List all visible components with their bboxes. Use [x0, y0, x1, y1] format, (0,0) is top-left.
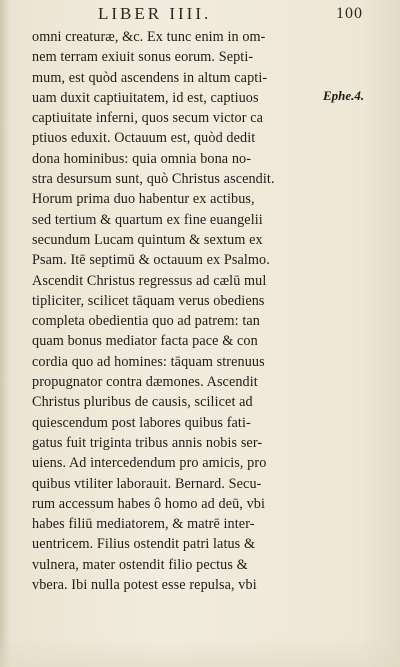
- text-line: rum accessum habes ô homo ad deū, vbi: [32, 495, 266, 512]
- text-line: vulnera, mater ostendit filio pectus &: [32, 556, 248, 573]
- text-line: secundum Lucam quintum & sextum ex: [32, 231, 263, 248]
- marginal-note: Ephe.4.: [323, 88, 365, 103]
- text-block: [32, 27, 332, 595]
- text-line: omni creaturæ, &c. Ex tunc enim in om-: [32, 29, 266, 45]
- text-line: stra desursum sunt, quò Christus ascendit.: [32, 171, 275, 188]
- text-line: nem terram exiuit sonus eorum. Septi-: [32, 49, 254, 66]
- text-line: uiens. Ad intercedendum pro amicis, pro: [32, 455, 267, 472]
- text-line: Horum prima duo habentur ex actibus,: [32, 191, 255, 208]
- text-line: tipliciter, scilicet tāquam verus obediens: [32, 292, 265, 309]
- text-line: uentricem. Filius ostendit patri latus &: [32, 536, 256, 553]
- text-line: captiuitate inferni, quos secum victor ca: [32, 110, 264, 127]
- text-line: completa obedientia quo ad patrem: tan: [32, 313, 260, 330]
- page-bottom-shading: [0, 637, 400, 667]
- text-line: Ascendit Christus regressus ad cælū mul: [32, 272, 267, 289]
- text-line: uam duxit captiuitatem, id est, captiuos: [32, 89, 259, 106]
- text-line: habes filiū mediatorem, & matrē inter-: [32, 516, 255, 533]
- text-line: ptiuos eduxit. Octauum est, quòd dedit: [32, 130, 256, 147]
- text-line: mum, est quòd ascendens in altum capti-: [32, 69, 268, 86]
- text-line: Christus pluribus de causis, scilicet ad: [32, 394, 253, 411]
- text-line: quibus vtiliter laborauit. Bernard. Secu-: [32, 475, 262, 492]
- text-line: gatus fuit triginta tribus annis nobis ser-: [32, 434, 263, 451]
- book-title: LIBER IIII.: [98, 4, 212, 23]
- text-line: quiescendum post labores quibus fati-: [32, 414, 251, 431]
- page-number: 100: [336, 5, 363, 22]
- text-line: Psam. Itē septimū & octauum ex Psalmo.: [32, 252, 270, 269]
- text-line: dona hominibus: quia omnia bona no-: [32, 150, 252, 167]
- text-line: cordia quo ad homines: tāquam strenuus: [32, 353, 265, 370]
- text-line: quam bonus mediator facta pace & con: [32, 333, 258, 350]
- text-line: vbera. Ibi nulla potest esse repulsa, vbi: [32, 577, 257, 594]
- text-line: sed tertium & quartum ex fine euangelii: [32, 211, 263, 228]
- text-line: propugnator contra dæmones. Ascendit: [32, 374, 258, 391]
- running-head: [0, 4, 400, 26]
